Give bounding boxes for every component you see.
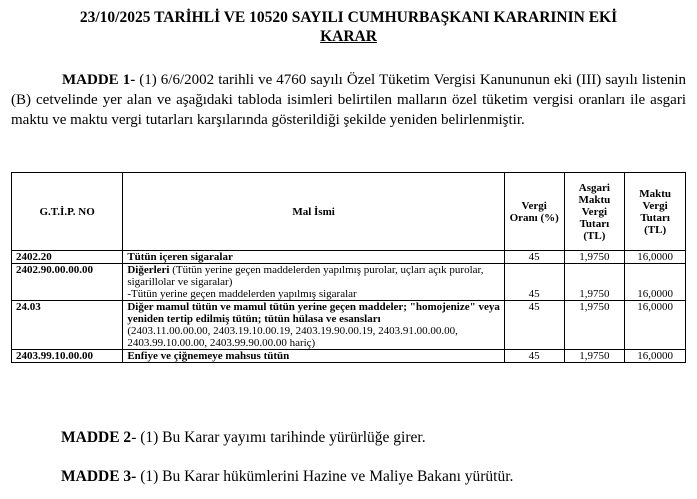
table-row bbox=[12, 350, 686, 363]
header-mal-ismi: Mal İsmi bbox=[123, 173, 505, 251]
row-mal-ismi: Diğerleri (Tütün yerine geçen maddelerden yapılmış purolar, uçları açık purolar, sigarillolar ve sigaralar) -Tütün yerine geçen maddelerden yapılmış sigaralar bbox=[123, 264, 505, 301]
madde-2-text: - (1) Bu Karar yayımı tarihinde yürürlüğe girer. bbox=[131, 429, 426, 446]
document-title: 23/10/2025 TARİHLİ VE 10520 SAYILI CUMHURBAŞKANI KARARININ EKİ bbox=[79, 9, 618, 26]
row-gtip: 2402.90.00.00.00 bbox=[12, 264, 123, 301]
row-oran: 45 bbox=[504, 264, 564, 301]
row-oran: 45 bbox=[504, 251, 564, 264]
madde-1-paragraph bbox=[11, 70, 686, 130]
row-gtip: 2402.20 bbox=[12, 251, 123, 264]
madde-3-text: (1) Bu Karar hükümlerini Hazine ve Maliye Bakanı yürütür. bbox=[136, 468, 514, 485]
table-row bbox=[12, 264, 686, 301]
row-asgari: 1,9750 bbox=[564, 251, 625, 264]
row-oran: 45 bbox=[504, 350, 564, 363]
document-subtitle: KARAR bbox=[320, 28, 377, 45]
row-maktu: 16,0000 bbox=[625, 301, 686, 350]
header-vergi-orani: Vergi Oranı (%) bbox=[504, 173, 564, 251]
madde-1-label: MADDE 1- bbox=[62, 72, 136, 88]
table-row bbox=[12, 251, 686, 264]
row-asgari: 1,9750 bbox=[564, 350, 625, 363]
table-row bbox=[12, 301, 686, 350]
tax-rate-table bbox=[11, 172, 686, 363]
row-mal-ismi: Enfiye ve çiğnemeye mahsus tütün bbox=[123, 350, 505, 363]
madde-1-text: (1) 6/6/2002 tarihli ve 4760 sayılı Özel Tüketim Vergisi Kanununun eki (III) sayılı listenin (B) cetvelinde yer alan ve aşağıdaki tabloda isimleri belirtilen malların özel tüketim vergisi oranları ile asgari maktu ve maktu vergi tutarları karşılarında gösterildiği şekilde yeniden belirlenmiştir. bbox=[11, 72, 687, 128]
madde-2-paragraph bbox=[61, 428, 426, 448]
row-oran: 45 bbox=[504, 301, 564, 350]
madde-3-label: MADDE 3- bbox=[61, 468, 137, 485]
header-asgari-maktu: Asgari Maktu Vergi Tutarı (TL) bbox=[564, 173, 625, 251]
row-mal-ismi: Tütün içeren sigaralar bbox=[123, 251, 505, 264]
header-maktu: Maktu Vergi Tutarı (TL) bbox=[625, 173, 686, 251]
row-sub-item: -Tütün yerine geçen maddelerden yapılmış sigaralar bbox=[127, 288, 357, 300]
row-mal-ismi: Diğer mamul tütün ve mamul tütün yerine geçen maddeler; "homojenize" veya yeniden tertip edilmiş tütün; tütün hülasa ve esansları (2403.11.00.00.00, 2403.19.10.00.19, 2403.19.90.00.19, 2403.91.00.00.00, 2403.99.10.00.00, 2403.99.90.00.00 hariç) bbox=[123, 301, 505, 350]
table-header-row bbox=[12, 173, 686, 251]
header-gtip: G.T.İ.P. NO bbox=[12, 173, 123, 251]
row-maktu: 16,0000 bbox=[625, 350, 686, 363]
row-asgari: 1,9750 bbox=[564, 301, 625, 350]
row-gtip: 2403.99.10.00.00 bbox=[12, 350, 123, 363]
row-asgari: 1,9750 bbox=[564, 264, 625, 301]
madde-3-paragraph bbox=[61, 467, 513, 487]
row-maktu: 16,0000 bbox=[625, 251, 686, 264]
row-gtip: 24.03 bbox=[12, 301, 123, 350]
row-maktu: 16,0000 bbox=[625, 264, 686, 301]
madde-2-label: MADDE 2 bbox=[61, 429, 132, 446]
